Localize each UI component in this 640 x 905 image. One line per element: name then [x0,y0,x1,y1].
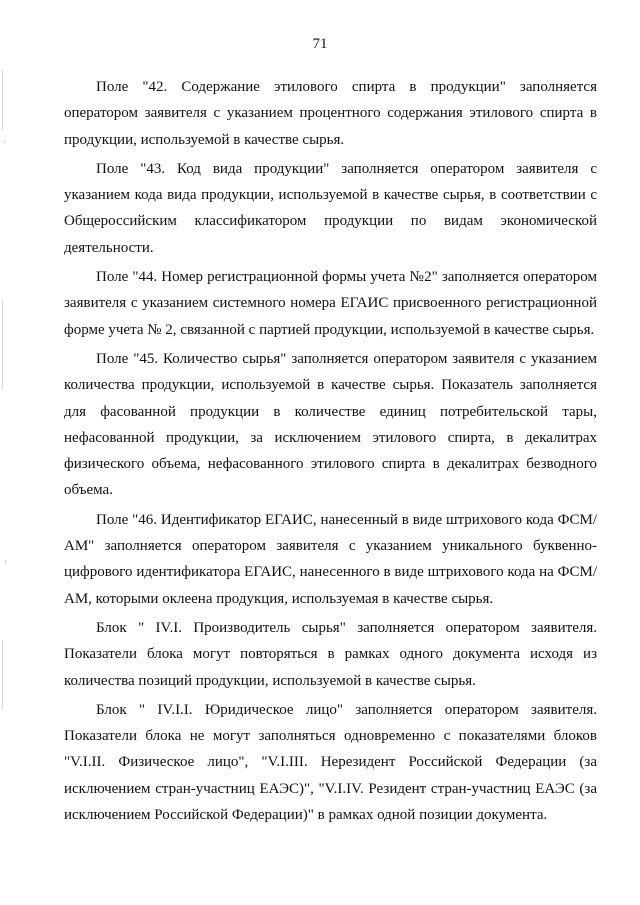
document-body [64,74,597,831]
scan-margin-line [2,300,3,390]
paragraph-field-46: Поле "46. Идентификатор ЕГАИС, нанесенный в виде штрихового кода ФСМ/АМ" заполняется оператором заявителя с указанием уникального буквенно-цифрового идентификатора ЕГАИС, нанесенного в виде штрихового кода на ФСМ/АМ, которыми оклеена продукция, используемая в качестве сырья. [64,511,597,607]
scan-artifact [5,560,6,563]
page-number: 71 [312,36,328,52]
paragraph-block-iv-i-i: Блок " IV.I.I. Юридическое лицо" заполняется оператором заявителя. Показатели блока не могут заполняться одновременно с показателями блоков "V.I.II. Физическое лицо", "V.I.III. Нерезидент Российской Федерации (за исключением стран-участниц ЕАЭС)", "V.I.IV. Резидент стран-участниц ЕАЭС (за исключением Российской Федерации)" в рамках одной позиции документа. [64,701,597,824]
paragraph-field-42: Поле "42. Содержание этилового спирта в продукции" заполняется оператором заявителя с указанием процентного содержания этилового спирта в продукции, используемой в качестве сырья. [64,79,597,148]
scan-margin-line [2,70,3,130]
paragraph-field-45: Поле "45. Количество сырья" заполняется оператором заявителя с указанием количества продукции, используемой в качестве сырья. Показатель заполняется для фасованной продукции в количестве единиц потребительской тары, нефасованной продукции, за исключением этилового спирта, в декалитрах физического объема, нефасованного этилового спирта в декалитрах безводного объема. [64,350,597,499]
paragraph-field-43: Поле "43. Код вида продукции" заполняется оператором заявителя с указанием кода вида продукции, используемой в качестве сырья, в соответствии с Общероссийским классификатором продукции по видам экономической деятельности. [64,160,597,256]
scan-margin-line [2,640,3,710]
paragraph-field-44: Поле "44. Номер регистрационной формы учета №2" заполняется оператором заявителя с указанием системного номера ЕГАИС присвоенного регистрационной форме учета № 2, связанной с партией продукции, используемой в качестве сырья. [64,269,597,338]
scan-artifact [4,140,5,143]
paragraph-block-iv-i: Блок " IV.I. Производитель сырья" заполняется оператором заявителя. Показатели блока могут повторяться в рамках одного документа исходя из количества позиций продукции, используемой в качестве сырья. [64,619,597,689]
